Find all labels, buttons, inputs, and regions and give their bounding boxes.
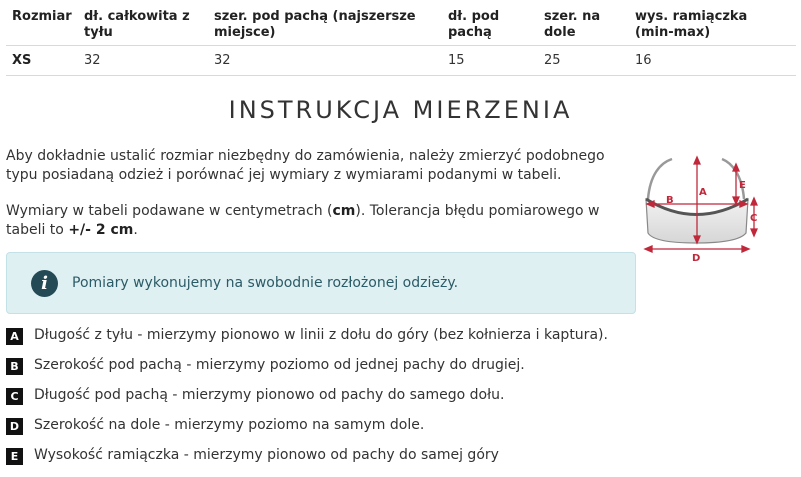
notice-box xyxy=(6,252,636,314)
arrow-head xyxy=(742,246,749,252)
arrow-head xyxy=(733,164,739,171)
tolerance-value: +/- 2 cm xyxy=(68,222,134,238)
size-table-header-row xyxy=(6,0,796,46)
header-width-underarm: szer. pod pachą (najszersze miejsce) xyxy=(208,0,442,46)
table-cell: 32 xyxy=(208,46,442,76)
legend-text: Szerokość pod pachą - mierzymy poziomo od jednej pachy do drugiej. xyxy=(34,357,525,373)
arrow-head xyxy=(645,246,652,252)
header-bottom-width: szer. na dole xyxy=(538,0,629,46)
legend-text: Długość pod pachą - mierzymy pionowo od pachy do samego dołu. xyxy=(34,387,505,403)
legend-letter-d: D xyxy=(6,418,23,435)
diagram-label-d: D xyxy=(692,253,701,264)
diagram-label-c: C xyxy=(750,213,758,224)
legend-letter-e: E xyxy=(6,448,23,465)
legend-letter-c: C xyxy=(6,388,23,405)
units-paragraph xyxy=(6,202,606,240)
legend-item xyxy=(6,326,706,356)
right-strap xyxy=(722,159,744,199)
notice-text: Pomiary wykonujemy na swobodnie rozłożonej odzieży. xyxy=(72,275,459,291)
units-text-middle: ). Tolerancja błędu pomiarowego w tabeli to xyxy=(6,203,600,238)
table-cell: 25 xyxy=(538,46,629,76)
header-length-underarm: dł. pod pachą xyxy=(442,0,538,46)
info-icon: i xyxy=(31,270,58,297)
units-text-before: Wymiary w tabeli podawane w centymetrach ( xyxy=(6,203,333,219)
legend-item xyxy=(6,386,706,416)
units-value: cm xyxy=(332,203,356,219)
intro-paragraph: Aby dokładnie ustalić rozmiar niezbędny do zamówienia, należy zmierzyć podobnego typu posiadaną odzież i porównać jej wymiary z wymiarami podanymi w tabeli. xyxy=(6,148,605,183)
units-text-end: . xyxy=(133,222,138,238)
measurement-legend xyxy=(6,326,706,476)
table-cell: 16 xyxy=(629,46,796,76)
diagram-label-a: A xyxy=(699,187,707,198)
header-total-length: dł. całkowita z tyłu xyxy=(78,0,208,46)
legend-text: Długość z tyłu - mierzymy pionowo w linii z dołu do góry (bez kołnierza i kaptura). xyxy=(34,327,608,343)
diagram-label-b: B xyxy=(666,195,674,206)
legend-letter-b: B xyxy=(6,358,23,375)
header-strap-height: wys. ramiączka (min-max) xyxy=(629,0,796,46)
diagram-label-e: E xyxy=(739,180,746,191)
arrow-head xyxy=(694,157,700,164)
page-title: INSTRUKCJA MIERZENIA xyxy=(228,96,573,124)
legend-text: Wysokość ramiączka - mierzymy pionowo od pachy do samej góry xyxy=(34,447,499,463)
table-cell: 15 xyxy=(442,46,538,76)
table-cell-size: XS xyxy=(6,46,78,76)
legend-text: Szerokość na dole - mierzymy poziomo na samym dole. xyxy=(34,417,425,433)
legend-item xyxy=(6,446,706,476)
size-table xyxy=(6,0,796,76)
left-strap xyxy=(648,159,672,199)
arrow-head xyxy=(751,229,757,236)
bra-top-diagram xyxy=(640,155,765,265)
table-cell: 32 xyxy=(78,46,208,76)
table-row xyxy=(6,46,796,76)
legend-item xyxy=(6,416,706,446)
legend-item xyxy=(6,356,706,386)
header-rozmiar: Rozmiar xyxy=(6,0,78,46)
legend-letter-a: A xyxy=(6,328,23,345)
arrow-head xyxy=(751,198,757,205)
